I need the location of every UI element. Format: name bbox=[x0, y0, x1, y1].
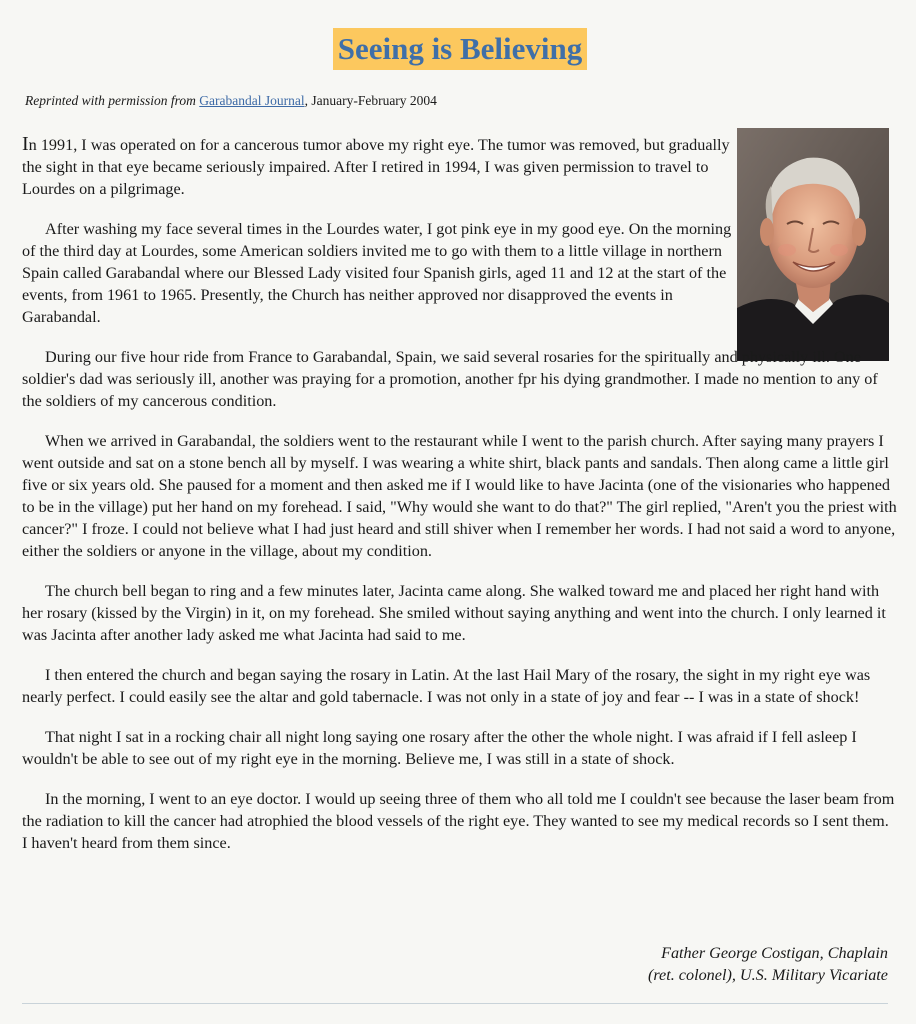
paragraph-3: During our five hour ride from France to Garabandal, Spain, we said several rosaries for the spiritually and physically ill. One soldier's dad was seriously ill, another was praying for a promotion, another fpr his dying grandmother. I made no mention to any of the soldiers of my cancerous condition. bbox=[22, 348, 878, 410]
reprint-prefix: Reprinted with permission from bbox=[25, 93, 196, 108]
paragraph-6: I then entered the church and began saying the rosary in Latin. At the last Hail Mary of the rosary, the sight in my right eye was nearly perfect. I could easily see the altar and gold tabernacle. I was not only in a state of joy and fear -- I was in a state of shock! bbox=[22, 666, 871, 706]
paragraph-text: n 1991, I was operated on for a cancerous tumor above my right eye. The tumor was removed, but gradually the sight in that eye became seriously impaired. After I retired in 1994, I was given permission to travel to Lourdes on a pilgrimage. bbox=[22, 136, 730, 198]
article-body bbox=[22, 134, 898, 872]
title-container bbox=[0, 28, 916, 70]
reprint-credit bbox=[25, 92, 437, 110]
paragraph-7: That night I sat in a rocking chair all night long saying one rosary after the other the whole night. I was afraid if I fell asleep I wouldn't be able to see out of my right eye in the morning. Believe me, I was still in a state of shock. bbox=[22, 728, 857, 768]
reprint-suffix: , January-February 2004 bbox=[304, 93, 437, 108]
paragraph-4: When we arrived in Garabandal, the soldiers went to the restaurant while I went to the parish church. After saying many prayers I went outside and sat on a stone bench all by myself. I was wearing a white shirt, black pants and sandals. Then along came a little girl five or six years old. She paused for a moment and then asked me if I would like to have Jacinta (one of the visionaries who happened to be in the village) put her hand on my forehead. I said, "Why would she want to do that?" The girl replied, "Aren't you the priest with cancer?" I froze. I could not believe what I had just heard and still shiver when I remember her words. I had not said a word to anyone, either the soldiers or anyone in the village, about my condition. bbox=[22, 432, 897, 560]
signature-line-1: Father George Costigan, Chaplain bbox=[661, 944, 888, 962]
drop-cap: I bbox=[22, 133, 29, 155]
signature-line-2: (ret. colonel), U.S. Military Vicariate bbox=[647, 966, 888, 984]
author-signature bbox=[648, 942, 888, 986]
paragraph-1 bbox=[22, 134, 732, 200]
garabandal-journal-link[interactable]: Garabandal Journal bbox=[199, 93, 305, 108]
paragraph-8: In the morning, I went to an eye doctor. I would up seeing three of them who all told me I couldn't see because the laser beam from the radiation to kill the cancer had atrophied the blood vessels of the right eye. They wanted to see my medical records so I sent them. I haven't heard from them since. bbox=[22, 790, 895, 852]
page-title: Seeing is Believing bbox=[333, 28, 588, 70]
paragraph-2: After washing my face several times in the Lourdes water, I got pink eye in my good eye. On the morning of the third day at Lourdes, some American soldiers invited me to go with them to a little village in northern Spain called Garabandal where our Blessed Lady visited four Spanish girls, aged 11 and 12 at the start of the events, from 1961 to 1965. Presently, the Church has neither approved nor disapproved the events in Garabandal. bbox=[22, 220, 732, 326]
paragraph-5: The church bell began to ring and a few minutes later, Jacinta came along. She walked toward me and placed her right hand with her rosary (kissed by the Virgin) in it, on my forehead. She smiled without saying anything and went into the church. I only learned it was Jacinta after another lady asked me what Jacinta had said to me. bbox=[22, 582, 886, 644]
bottom-divider bbox=[22, 1003, 888, 1004]
